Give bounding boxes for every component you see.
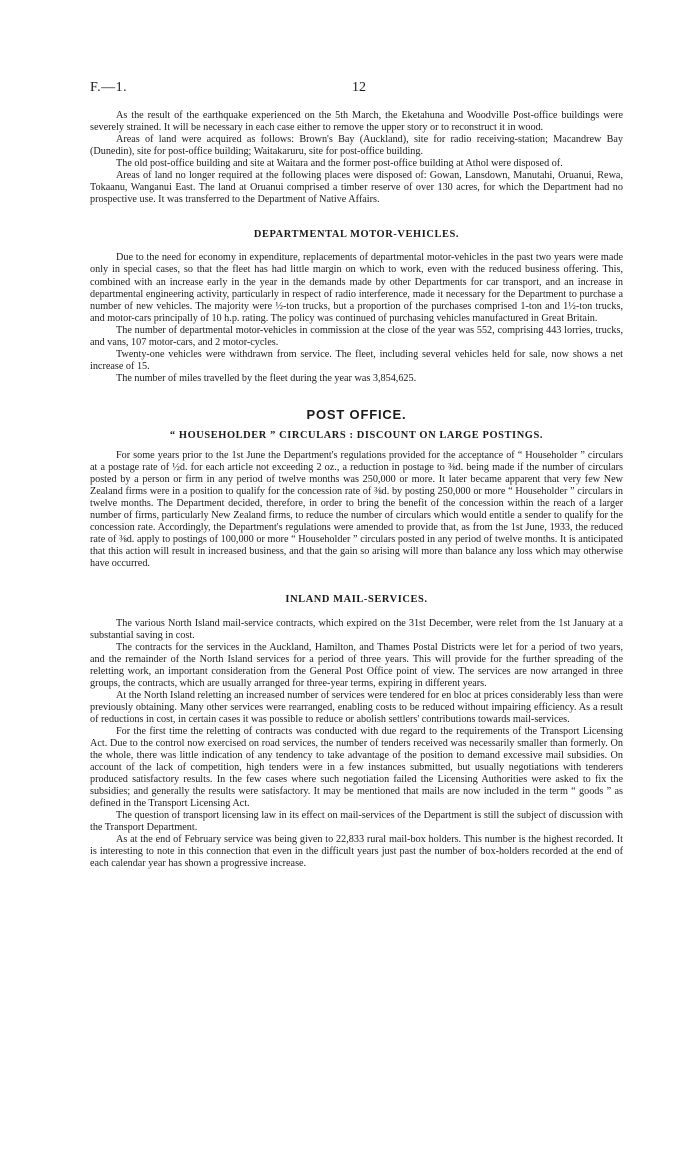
- page-header: [90, 82, 630, 98]
- document-reference: F.—1.: [90, 80, 128, 95]
- inland-paragraph: For the first time the reletting of contracts was conducted with due regard to the requirements of the Transport Licensing Act. Due to the control now exercised on road services, the number of tenders received was necessarily smaller than formerly. On the whole, there was little indication of any tendency to take advantage of the position to demand excessive mail subsidies. On account of the lack of competition, high tenders were in a few instances submitted, but usually negotiations with tenderers produced satisfactory results. In the few cases where such negotiation failed the Licensing Authorities were asked to fix the subsidies; and generally the results were satisfactory. It may be mentioned that mails are now included in the term “ goods ” as defined in the Transport Licensing Act.: [90, 725, 623, 810]
- intro-paragraph: Areas of land were acquired as follows: Brown's Bay (Auckland), site for radio receiving-station; Macandrew Bay (Dunedin), site for post-office building; Waitakaruru, site for post-office building.: [90, 134, 623, 158]
- intro-paragraph: Areas of land no longer required at the following places were disposed of: Gowan, Lansdown, Manutahi, Oruanui, Rewa, Tokaanu, Wanganui East. The land at Oruanui comprised a timber reserve of over 130 acres, for which the Department had no prospective use. It was transferred to the Department of Native Affairs.: [90, 170, 623, 206]
- inland-paragraph: The question of transport licensing law in its effect on mail-services of the Department is still the subject of discussion with the Transport Department.: [90, 810, 623, 834]
- inland-paragraph: The various North Island mail-service contracts, which expired on the 31st December, were relet from the 1st January at a substantial saving in cost.: [90, 617, 623, 641]
- motor-paragraph: The number of departmental motor-vehicles in commission at the close of the year was 552, comprising 443 lorries, trucks, and vans, 107 motor-cars, and 2 motor-cycles.: [90, 324, 623, 348]
- page-body: [90, 110, 623, 871]
- inland-paragraph: As at the end of February service was being given to 22,833 rural mail-box holders. This number is the highest recorded. It is interesting to note in this connection that even in the difficult years just past the number of box-holders recorded at the end of each calendar year has shown a progressive increase.: [90, 834, 623, 870]
- householder-heading: “ HOUSEHOLDER ” CIRCULARS : DISCOUNT ON LARGE POSTINGS.: [169, 429, 544, 441]
- intro-paragraph: The old post-office building and site at Waitara and the former post-office building at Athol were disposed of.: [116, 158, 563, 170]
- householder-paragraph: For some years prior to the 1st June the Department's regulations provided for the acceptance of “ Householder ” circulars at a postage rate of ½d. for each article not exceeding 2 oz., a reduction in postage to ⅜d. being made if the number of circulars posted by a person or firm in any period of twelve months was 250,000 or more. It later became apparent that very few New Zealand firms were in a position to qualify for the concession rate of ⅜d. by posting 250,000 or more “ Householder ” circulars in twelve months. The Department decided, therefore, in order to bring the benefit of the concession within the reach of a larger number of firms, particularly New Zealand firms, to reduce the number of circulars which would entitle a sender to qualify for the concession rate. Accordingly, the Department's regulations were amended to provide that, as from the 1st June, 1933, the reduced rate of ⅜d. apply to postings of 100,000 or more “ Householder ” circulars posted in any period of twelve months. It is anticipated that this action will result in increased business, and that the gain so arising will more than balance any loss which may otherwise have occurred.: [90, 450, 623, 570]
- inland-paragraph: At the North Island reletting an increased number of services were tendered for en bloc at prices considerably less than were previously obtaining. Many other services were rearranged, enabling costs to be reduced without impairing efficiency. As a result of reductions in cost, in certain cases it was possible to reduce or abolish settlers' contributions towards mail-services.: [90, 689, 623, 725]
- page-number: 12: [352, 80, 366, 95]
- post-office-title: POST OFFICE.: [306, 406, 407, 422]
- motor-paragraph: Twenty-one vehicles were withdrawn from service. The fleet, including several vehicles held for sale, now shows a net increase of 15.: [90, 348, 623, 372]
- inland-paragraph: The contracts for the services in the Auckland, Hamilton, and Thames Postal Districts were let for a period of two years, and the remainder of the North Island services for a period of three years. This will provide for the further spreading of the reletting work, an important consideration from the General Post Office point of view. The services are now arranged in three groups, the contracts, which are usually arranged for three-year terms, expiring in different years.: [90, 641, 623, 689]
- motor-vehicles-heading: DEPARTMENTAL MOTOR-VEHICLES.: [253, 229, 460, 241]
- motor-paragraph: The number of miles travelled by the fleet during the year was 3,854,625.: [116, 372, 417, 384]
- inland-mail-heading: INLAND MAIL-SERVICES.: [285, 593, 428, 605]
- intro-paragraph: As the result of the earthquake experienced on the 5th March, the Eketahuna and Woodville Post-office buildings were severely strained. It will be necessary in each case either to remove the upper story or to reconstruct it in wood.: [90, 110, 623, 134]
- motor-paragraph: Due to the need for economy in expenditure, replacements of departmental motor-vehicles in the past two years were made only in special cases, so that the fleet has had little margin on which to work, even with the reduced business offering. This, combined with an increase early in the year in the demands made by other Departments for car transport, and an increase in departmental engineering activity, particularly in respect of radio interference, made it necessary for the Department to purchase a number of new vehicles. The majority were ½-ton trucks, but a proportion of the purchases comprised 1-ton and 1½-ton trucks, and motor-cars principally of 10 h.p. rating. The policy was continued of purchasing vehicles manufactured in Great Britain.: [90, 252, 623, 324]
